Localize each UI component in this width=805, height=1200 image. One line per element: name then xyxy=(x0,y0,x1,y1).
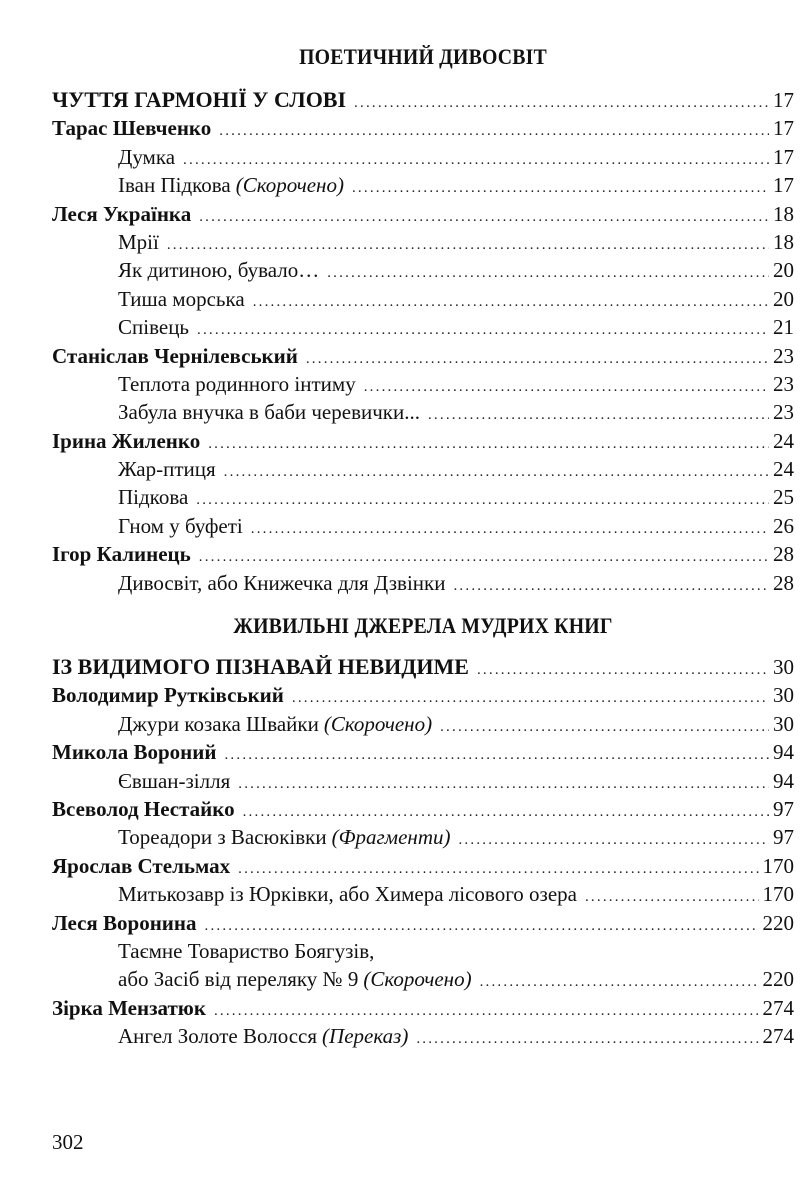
dot-leader xyxy=(364,373,769,401)
dot-leader xyxy=(440,713,769,741)
dot-leader xyxy=(205,912,759,940)
entry-work: Гном у буфеті xyxy=(118,513,243,538)
dot-leader xyxy=(306,345,769,373)
entry-page-number: 28 xyxy=(773,542,794,567)
toc-entry[interactable] xyxy=(52,710,794,738)
toc-entry[interactable] xyxy=(52,965,794,993)
dot-leader xyxy=(214,997,759,1025)
entry-work: Ангел Золоте Волосся xyxy=(118,1024,318,1049)
section-title-wise-books: ЖИВИЛЬНІ ДЖЕРЕЛА МУДРИХ КНИГ xyxy=(233,613,613,638)
entry-work: Митькозавр із Юрківки, або Химера лісового озера xyxy=(118,882,577,907)
toc-entry[interactable] xyxy=(52,1022,794,1050)
entry-work: Думка xyxy=(118,144,176,169)
entry-author: Зірка Мензатюк xyxy=(52,995,206,1020)
entry-author: Всеволод Нестайко xyxy=(52,796,235,821)
entry-page-number: 17 xyxy=(773,144,794,169)
dot-leader xyxy=(199,203,769,231)
dot-leader xyxy=(352,174,769,202)
entry-page-number: 24 xyxy=(773,457,794,482)
entry-page-number: 30 xyxy=(773,711,794,736)
entry-work: Співець xyxy=(118,315,190,340)
entry-page-number: 25 xyxy=(773,485,794,510)
toc-entry[interactable] xyxy=(52,823,794,851)
entry-author: Леся Українка xyxy=(52,201,192,226)
dot-leader xyxy=(243,798,769,826)
entry-note: (Переказ) xyxy=(322,1024,409,1049)
entry-page-number: 274 xyxy=(762,1024,794,1049)
entry-work: Іван Підкова xyxy=(118,173,231,198)
dot-leader xyxy=(585,883,759,911)
entry-author: Ірина Жиленко xyxy=(52,428,201,453)
toc-entry[interactable] xyxy=(52,512,794,540)
toc-entry[interactable] xyxy=(52,285,794,313)
toc-entry[interactable] xyxy=(52,256,794,284)
entry-page-number: 23 xyxy=(773,343,794,368)
toc-entry[interactable] xyxy=(52,653,794,681)
entry-work: Джури козака Швайки xyxy=(118,711,319,736)
dot-leader xyxy=(354,89,769,117)
dot-leader xyxy=(253,288,769,316)
dot-leader xyxy=(458,826,769,854)
dot-leader xyxy=(219,117,769,145)
dot-leader xyxy=(251,515,769,543)
entry-work: Тиша морська xyxy=(118,286,245,311)
section-title-poetic: ПОЕТИЧНИЙ ДИВОСВІТ xyxy=(299,44,547,69)
entry-page-number: 18 xyxy=(773,229,794,254)
entry-author: Леся Воронина xyxy=(52,910,197,935)
entry-page-number: 23 xyxy=(773,371,794,396)
entry-page-number: 28 xyxy=(773,570,794,595)
entry-page-number: 26 xyxy=(773,513,794,538)
dot-leader xyxy=(428,401,769,429)
toc-entry[interactable] xyxy=(52,483,794,511)
toc-entry[interactable] xyxy=(52,370,794,398)
toc-list-wise-books xyxy=(52,653,794,1050)
toc-entry[interactable] xyxy=(52,767,794,795)
entry-page-number: 17 xyxy=(773,173,794,198)
dot-leader xyxy=(167,231,769,259)
toc-entry-first-line xyxy=(52,937,794,965)
dot-leader xyxy=(453,572,769,600)
entry-author: Ігор Калинець xyxy=(52,542,191,567)
toc-entry[interactable] xyxy=(52,852,794,880)
entry-work: Жар-птиця xyxy=(118,457,216,482)
entry-author: Ярослав Стельмах xyxy=(52,853,231,878)
toc-entry[interactable] xyxy=(52,909,794,937)
entry-author: Тарас Шевченко xyxy=(52,116,212,141)
dot-leader xyxy=(208,430,769,458)
entry-note: (Фрагменти) xyxy=(331,825,451,850)
toc-entry[interactable] xyxy=(52,342,794,370)
entry-page-number: 97 xyxy=(773,796,794,821)
toc-entry[interactable] xyxy=(52,200,794,228)
entry-page-number: 94 xyxy=(773,768,794,793)
toc-entry[interactable] xyxy=(52,540,794,568)
dot-leader xyxy=(224,741,769,769)
dot-leader xyxy=(327,259,769,287)
dot-leader xyxy=(196,486,769,514)
entry-work: Дивосвіт, або Книжечка для Дзвінки xyxy=(118,570,446,595)
toc-list-poetic xyxy=(52,86,794,597)
toc-entry[interactable] xyxy=(52,143,794,171)
entry-author: Микола Вороний xyxy=(52,740,217,765)
entry-title: ЧУТТЯ ГАРМОНІЇ У СЛОВІ xyxy=(52,87,347,112)
entry-page-number: 30 xyxy=(773,655,794,679)
dot-leader xyxy=(477,656,769,684)
entry-work: Євшан-зілля xyxy=(118,768,231,793)
entry-page-number: 23 xyxy=(773,400,794,425)
entry-note: (Скорочено) xyxy=(235,173,344,198)
toc-entry[interactable] xyxy=(52,455,794,483)
entry-work: Підкова xyxy=(118,485,189,510)
entry-page-number: 20 xyxy=(773,258,794,283)
dot-leader xyxy=(480,968,759,996)
entry-note: (Скорочено) xyxy=(363,967,472,992)
entry-page-number: 170 xyxy=(762,882,794,907)
toc-entry[interactable] xyxy=(52,427,794,455)
entry-author: Станіслав Чернілевський xyxy=(52,343,298,368)
dot-leader xyxy=(199,543,769,571)
toc-entry[interactable] xyxy=(52,171,794,199)
toc-entry[interactable] xyxy=(52,86,794,114)
entry-page-number: 94 xyxy=(773,740,794,765)
entry-page-number: 220 xyxy=(762,967,794,992)
page-number: 302 xyxy=(52,1130,84,1154)
toc-entry[interactable] xyxy=(52,880,794,908)
entry-work: Мрії xyxy=(118,229,159,254)
entry-page-number: 220 xyxy=(762,910,794,935)
entry-page-number: 20 xyxy=(773,286,794,311)
dot-leader xyxy=(416,1025,758,1053)
toc-entry[interactable] xyxy=(52,738,794,766)
entry-page-number: 17 xyxy=(773,88,794,112)
entry-page-number: 274 xyxy=(762,995,794,1020)
dot-leader xyxy=(292,684,769,712)
dot-leader xyxy=(197,316,769,344)
entry-page-number: 30 xyxy=(773,683,794,708)
toc-entry[interactable] xyxy=(52,313,794,341)
toc-entry[interactable] xyxy=(52,398,794,426)
dot-leader xyxy=(183,146,769,174)
entry-work: Теплота родинного інтиму xyxy=(118,371,356,396)
toc-entry[interactable] xyxy=(52,994,794,1022)
entry-work: Тореадори з Васюківки xyxy=(118,825,327,850)
entry-author: Володимир Рутківський xyxy=(52,683,284,708)
entry-work: Як дитиною, бувало… xyxy=(118,258,320,283)
dot-leader xyxy=(238,770,769,798)
dot-leader xyxy=(224,458,769,486)
toc-entry[interactable] xyxy=(52,228,794,256)
entry-work: Таємне Товариство Боягузів, xyxy=(118,938,375,963)
toc-entry[interactable] xyxy=(52,681,794,709)
entry-page-number: 24 xyxy=(773,428,794,453)
toc-entry[interactable] xyxy=(52,569,794,597)
entry-page-number: 170 xyxy=(762,853,794,878)
entry-page-number: 21 xyxy=(773,315,794,340)
entry-title: ІЗ ВИДИМОГО ПІЗНАВАЙ НЕВИДИМЕ xyxy=(52,654,469,679)
entry-page-number: 17 xyxy=(773,116,794,141)
entry-note: (Скорочено) xyxy=(323,711,433,736)
entry-work: або Засіб від переляку № 9 xyxy=(118,967,359,992)
entry-work: Забула внучка в баби черевички... xyxy=(118,400,420,425)
toc-entry[interactable] xyxy=(52,795,794,823)
entry-page-number: 97 xyxy=(773,825,794,850)
entry-page-number: 18 xyxy=(773,201,794,226)
dot-leader xyxy=(238,855,758,883)
toc-entry[interactable] xyxy=(52,114,794,142)
book-page xyxy=(52,0,794,1200)
